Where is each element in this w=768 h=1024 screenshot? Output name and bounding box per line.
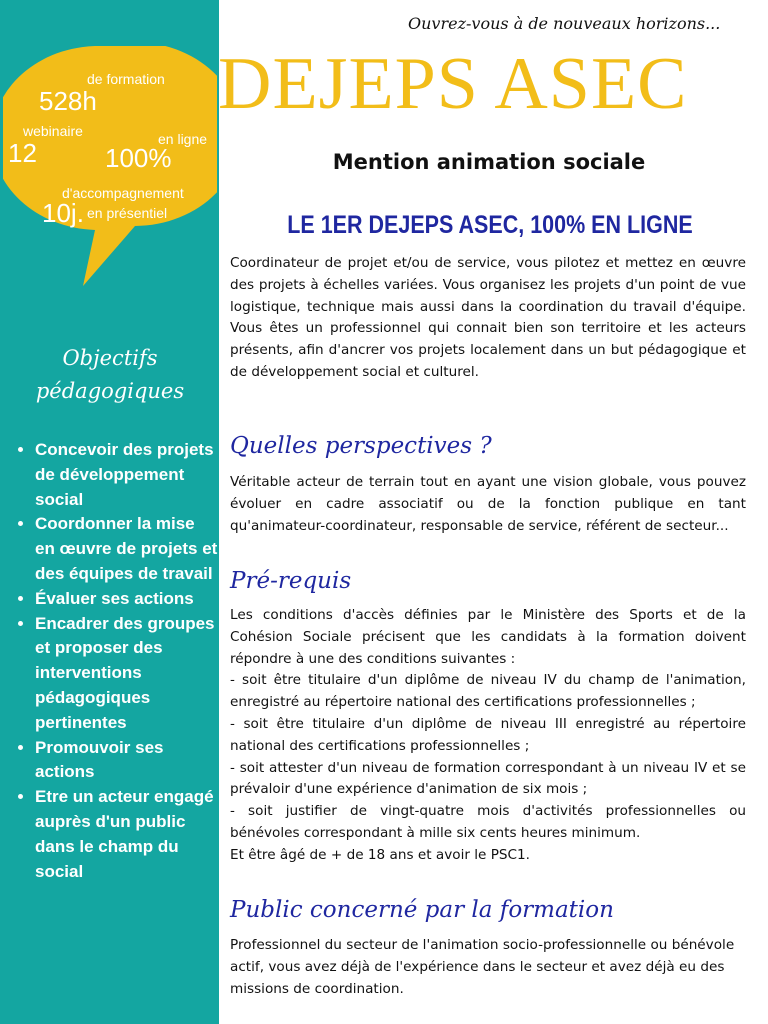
webinars-label: webinaire bbox=[23, 123, 83, 139]
days-label-2: en présentiel bbox=[87, 205, 168, 221]
subtitle: Mention animation sociale bbox=[332, 150, 646, 174]
intro-paragraph: Coordinateur de projet et/ou de service, vous pilotez et mettez en œuvre des projets à échelles variées. Vous organisez les projets d'un point de vue logistique, technique mais aussi dans la coordination du travail d'équipe. Vous êtes un professionnel qui connait bien son territoire et les acteurs présents, afin d'ancrer vos projets localement dans un but pédagogique et de développement social et culturel. bbox=[230, 255, 746, 380]
objective-item: • Concevoir des projets de développement social bbox=[35, 438, 218, 512]
objective-item: • Coordonner la mise en œuvre de projets et des équipes de travail bbox=[35, 512, 218, 586]
hours-value: 528h bbox=[39, 86, 97, 116]
objectives-title bbox=[20, 342, 200, 408]
stats-bubble bbox=[3, 46, 217, 258]
sidebar bbox=[0, 0, 219, 1024]
objective-item: • Promouvoir ses actions bbox=[35, 736, 218, 786]
webinars-value: 12 bbox=[8, 138, 37, 168]
online-value: 100% bbox=[105, 143, 172, 173]
days-value: 10j. bbox=[42, 198, 84, 228]
tagline: Ouvrez-vous à de nouveaux horizons... bbox=[408, 14, 721, 33]
page-title: DEJEPS ASEC bbox=[218, 43, 688, 125]
online-label: en ligne bbox=[158, 131, 208, 147]
perspectives-text: Véritable acteur de terrain tout en ayant une vision globale, vous pouvez évoluer en cadre associatif ou de la fonction publique en tant qu'animateur-coordinateur, responsable de service, référent de secteur... bbox=[230, 474, 746, 534]
objectives-title-line2: pédagogiques bbox=[35, 379, 185, 403]
prerequis-text: Les conditions d'accès définies par le Ministère des Sports et de la Cohésion Sociale précisent que les candidats à la formation doivent répondre à une des conditions suivantes : - soit être titulaire d'un diplôme de niveau IV du champ de l'animation, enregistré au répertoire national des certifications professionnelles ; - soit être titulaire d'un diplôme de niveau III enregistré au répertoire national des certifications professionnelles ; - soit attester d'un niveau de formation correspondant à un niveau IV et se prévaloir d'une expérience d'animation de six mois ; - soit justifier de vingt-quatre mois d'activités professionnelles ou bénévoles correspondant à mille six cents heures minimum. Et être âgé de + de 18 ans et avoir le PSC1. bbox=[230, 607, 746, 863]
objectives-list bbox=[12, 438, 218, 884]
objective-item: • Etre un acteur engagé auprès d'un public dans le champ du social bbox=[35, 785, 218, 884]
hours-label: de formation bbox=[87, 71, 165, 87]
objective-item: • Encadrer des groupes et proposer des interventions pédagogiques pertinentes bbox=[35, 612, 218, 736]
public-text: Professionnel du secteur de l'animation socio-professionnelle ou bénévole actif, vous avez déjà de l'expérience dans le secteur et avez déjà eu des missions de coordination. bbox=[230, 937, 735, 997]
objectives-title-line1: Objectifs bbox=[62, 346, 158, 370]
headline: LE 1ER DEJEPS ASEC, 100% EN LIGNE bbox=[287, 211, 693, 239]
prerequis-title: Pré-requis bbox=[230, 568, 352, 594]
days-label-1: d'accompagnement bbox=[62, 185, 184, 201]
public-title: Public concerné par la formation bbox=[230, 897, 614, 923]
objective-item: • Évaluer ses actions bbox=[35, 587, 218, 612]
perspectives-title: Quelles perspectives ? bbox=[230, 433, 492, 459]
